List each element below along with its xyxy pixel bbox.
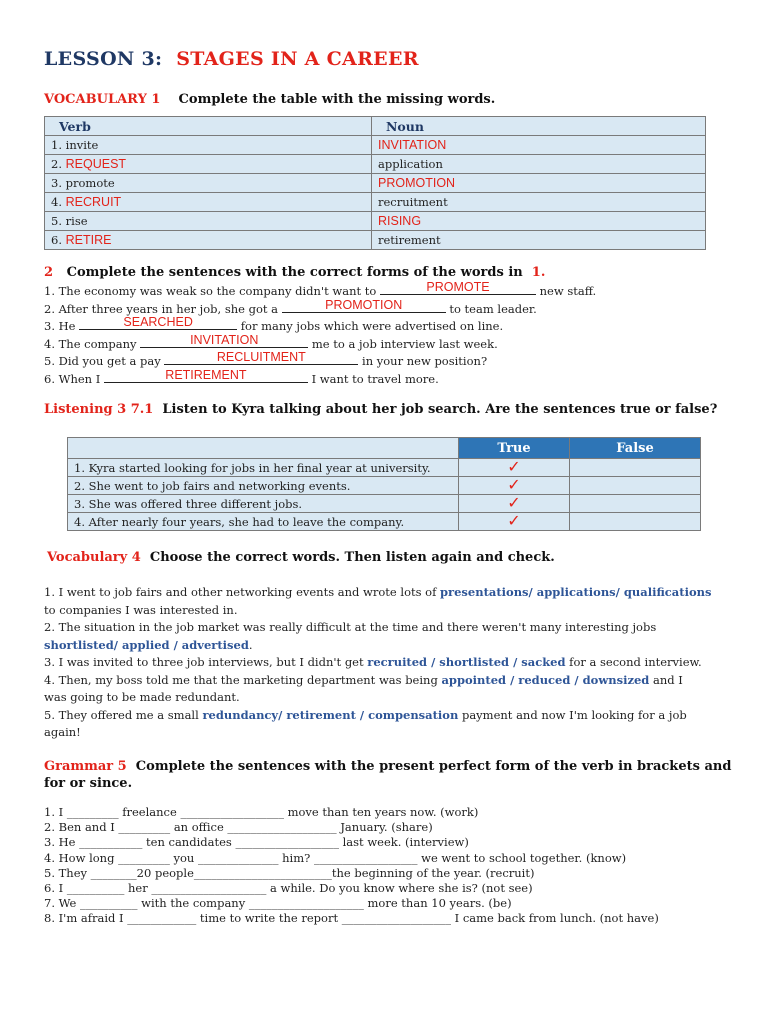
page-title xyxy=(44,48,419,70)
handwritten-answer: RECLUITMENT xyxy=(216,350,306,364)
tf-row xyxy=(68,495,701,513)
false-cell xyxy=(570,459,701,477)
answer-blank xyxy=(140,332,308,348)
ex5-label: Grammar 5 xyxy=(44,759,127,774)
sentence: 3. He SEARCHED for many jobs which were advertised on line. xyxy=(44,315,504,333)
vocab-row xyxy=(45,155,706,174)
vocab-row xyxy=(45,174,706,193)
word-choices: appointed / reduced / downsized xyxy=(441,672,650,687)
noun-handwritten: PROMOTION xyxy=(378,176,456,190)
statement: 1. Kyra started looking for jobs in her final year at university. xyxy=(68,459,459,477)
noun-header: Noun xyxy=(372,117,706,136)
statement: 4. After nearly four years, she had to leave the company. xyxy=(68,513,459,531)
sentence: 4. How long _________ you ______________ him? __________________ we went to school together. (know) xyxy=(44,850,627,865)
true-cell xyxy=(459,477,570,495)
sentence: 3. He ___________ ten candidates __________________ last week. (interview) xyxy=(44,835,469,850)
ex3-label: Listening 3 7.1 xyxy=(44,402,154,417)
row-num: 2. xyxy=(51,157,62,171)
paragraph: 2. The situation in the job market was really difficult at the time and there weren't many interesting jobs shortlisted/ applied / advertised. xyxy=(44,620,657,652)
answer-blank xyxy=(282,297,446,313)
true-false-table xyxy=(67,437,701,531)
red-check-icon: ✓ xyxy=(507,475,521,494)
noun-handwritten: RISING xyxy=(378,214,422,228)
statement: 2. She went to job fairs and networking events. xyxy=(68,477,459,495)
true-cell xyxy=(459,513,570,531)
row-num: 5. xyxy=(51,214,62,228)
vocab-row xyxy=(45,212,706,231)
sentence: 2. After three years in her job, she got a PROMOTION to team leader. xyxy=(44,297,537,316)
verb-cell: rise xyxy=(65,214,88,228)
false-header: False xyxy=(570,438,701,459)
vocab-row xyxy=(45,193,706,212)
noun-cell: retirement xyxy=(378,233,441,247)
sentence: 6. When I RETIREMENT I want to travel more. xyxy=(44,367,439,386)
sentence: 5. They ________20 people________________________the beginning of the year. (recruit) xyxy=(44,865,535,880)
false-cell xyxy=(570,513,701,531)
answer-blank xyxy=(79,315,237,330)
statement: 3. She was offered three different jobs. xyxy=(68,495,459,513)
paragraph: 3. I was invited to three job interviews, but I didn't get recruited / shortlisted / sacked for a second interview. xyxy=(44,655,702,669)
ex1-label: VOCABULARY 1 xyxy=(44,92,161,107)
true-cell xyxy=(459,495,570,513)
lesson-topic: STAGES IN A CAREER xyxy=(176,48,419,70)
ex4-instruction: Choose the correct words. Then listen again and check. xyxy=(149,550,555,565)
paragraph: 1. I went to job fairs and other networking events and wrote lots of presentations/ applications/ qualifications to companies I was interested in. xyxy=(44,585,712,617)
vocab-row xyxy=(45,136,706,155)
noun-cell: application xyxy=(378,157,443,171)
row-num: 1. xyxy=(51,138,62,152)
noun-cell: recruitment xyxy=(378,195,448,209)
tf-row xyxy=(68,477,701,495)
ex5-instruction-cont: for or since. xyxy=(44,776,133,791)
tf-row xyxy=(68,513,701,531)
vocab-header-row xyxy=(45,117,706,136)
red-check-icon: ✓ xyxy=(507,511,521,530)
sentence: 1. I _________ freelance __________________ move than ten years now. (work) xyxy=(44,805,479,819)
true-cell xyxy=(459,459,570,477)
ex1-instruction: Complete the table with the missing words. xyxy=(178,92,496,107)
false-cell xyxy=(570,495,701,513)
ex2-sentences xyxy=(44,280,597,388)
ex4-paragraphs xyxy=(44,584,744,742)
tf-row xyxy=(68,459,701,477)
false-cell xyxy=(570,477,701,495)
sentence: 5. Did you get a pay RECLUITMENT in your new position? xyxy=(44,350,488,368)
handwritten-answer: INVITATION xyxy=(190,332,259,347)
ex4-label: Vocabulary 4 xyxy=(47,550,141,565)
sentence: 1. The economy was weak so the company didn't want to PROMOTE new staff. xyxy=(44,280,597,298)
ex4-heading xyxy=(47,550,555,565)
row-num: 3. xyxy=(51,176,62,190)
lesson-number: LESSON 3: xyxy=(44,48,163,70)
red-check-icon: ✓ xyxy=(507,493,521,512)
word-choices: recruited / shortlisted / sacked xyxy=(367,655,566,669)
handwritten-answer: PROMOTE xyxy=(426,280,490,294)
vocab-row xyxy=(45,231,706,250)
sentence: 6. I __________ her ____________________ a while. Do you know where she is? (not see) xyxy=(44,880,533,895)
ex3-instruction: Listen to Kyra talking about her job search. Are the sentences true or false? xyxy=(162,402,718,417)
verb-handwritten: RETIRE xyxy=(65,233,112,247)
answer-blank xyxy=(164,350,358,365)
handwritten-answer: PROMOTION xyxy=(325,297,403,312)
verb-handwritten: REQUEST xyxy=(65,157,127,171)
ex5-heading xyxy=(44,758,744,792)
word-choices: shortlisted/ applied / advertised xyxy=(44,637,249,652)
ex2-instruction: Complete the sentences with the correct forms of the words in xyxy=(66,265,523,280)
word-choices: presentations/ applications/ qualifications xyxy=(440,585,712,599)
sentence: 8. I'm afraid I ____________ time to write the report ___________________ I came back from lunch. (not have) xyxy=(44,911,659,926)
paragraph: 5. They offered me a small redundancy/ retirement / compensation payment and now I'm looking for a job again! xyxy=(44,707,687,739)
row-num: 4. xyxy=(51,195,62,209)
word-choices: redundancy/ retirement / compensation xyxy=(202,707,459,722)
verb-header: Verb xyxy=(45,117,372,136)
paragraph: 4. Then, my boss told me that the marketing department was being appointed / reduced / downsized and I was going to be made redundant. xyxy=(44,672,683,704)
vocab-table xyxy=(44,116,706,250)
ex3-heading xyxy=(44,402,717,417)
true-header: True xyxy=(459,438,570,459)
answer-blank xyxy=(380,280,536,295)
verb-cell: promote xyxy=(65,176,115,190)
ex1-heading xyxy=(44,92,495,107)
answer-blank xyxy=(104,367,308,383)
handwritten-answer: SEARCHED xyxy=(123,315,193,329)
ex5-instruction: Complete the sentences with the present perfect form of the verb in brackets and xyxy=(135,759,732,774)
ex5-sentences xyxy=(44,805,659,927)
verb-handwritten: RECRUIT xyxy=(65,195,122,209)
ex2-heading xyxy=(44,265,545,280)
red-check-icon: ✓ xyxy=(507,457,521,476)
sentence: 4. The company INVITATION me to a job interview last week. xyxy=(44,332,498,351)
ex2-number: 2 xyxy=(44,265,54,280)
sentence: 7. We __________ with the company ____________________ more than 10 years. (be) xyxy=(44,896,512,911)
row-num: 6. xyxy=(51,233,62,247)
handwritten-answer: RETIREMENT xyxy=(165,367,247,382)
sentence: 2. Ben and I _________ an office ___________________ January. (share) xyxy=(44,820,433,835)
noun-handwritten: INVITATION xyxy=(378,138,447,152)
verb-cell: invite xyxy=(65,138,99,152)
ex2-ref: 1. xyxy=(531,265,546,280)
tf-header-row xyxy=(68,438,701,459)
